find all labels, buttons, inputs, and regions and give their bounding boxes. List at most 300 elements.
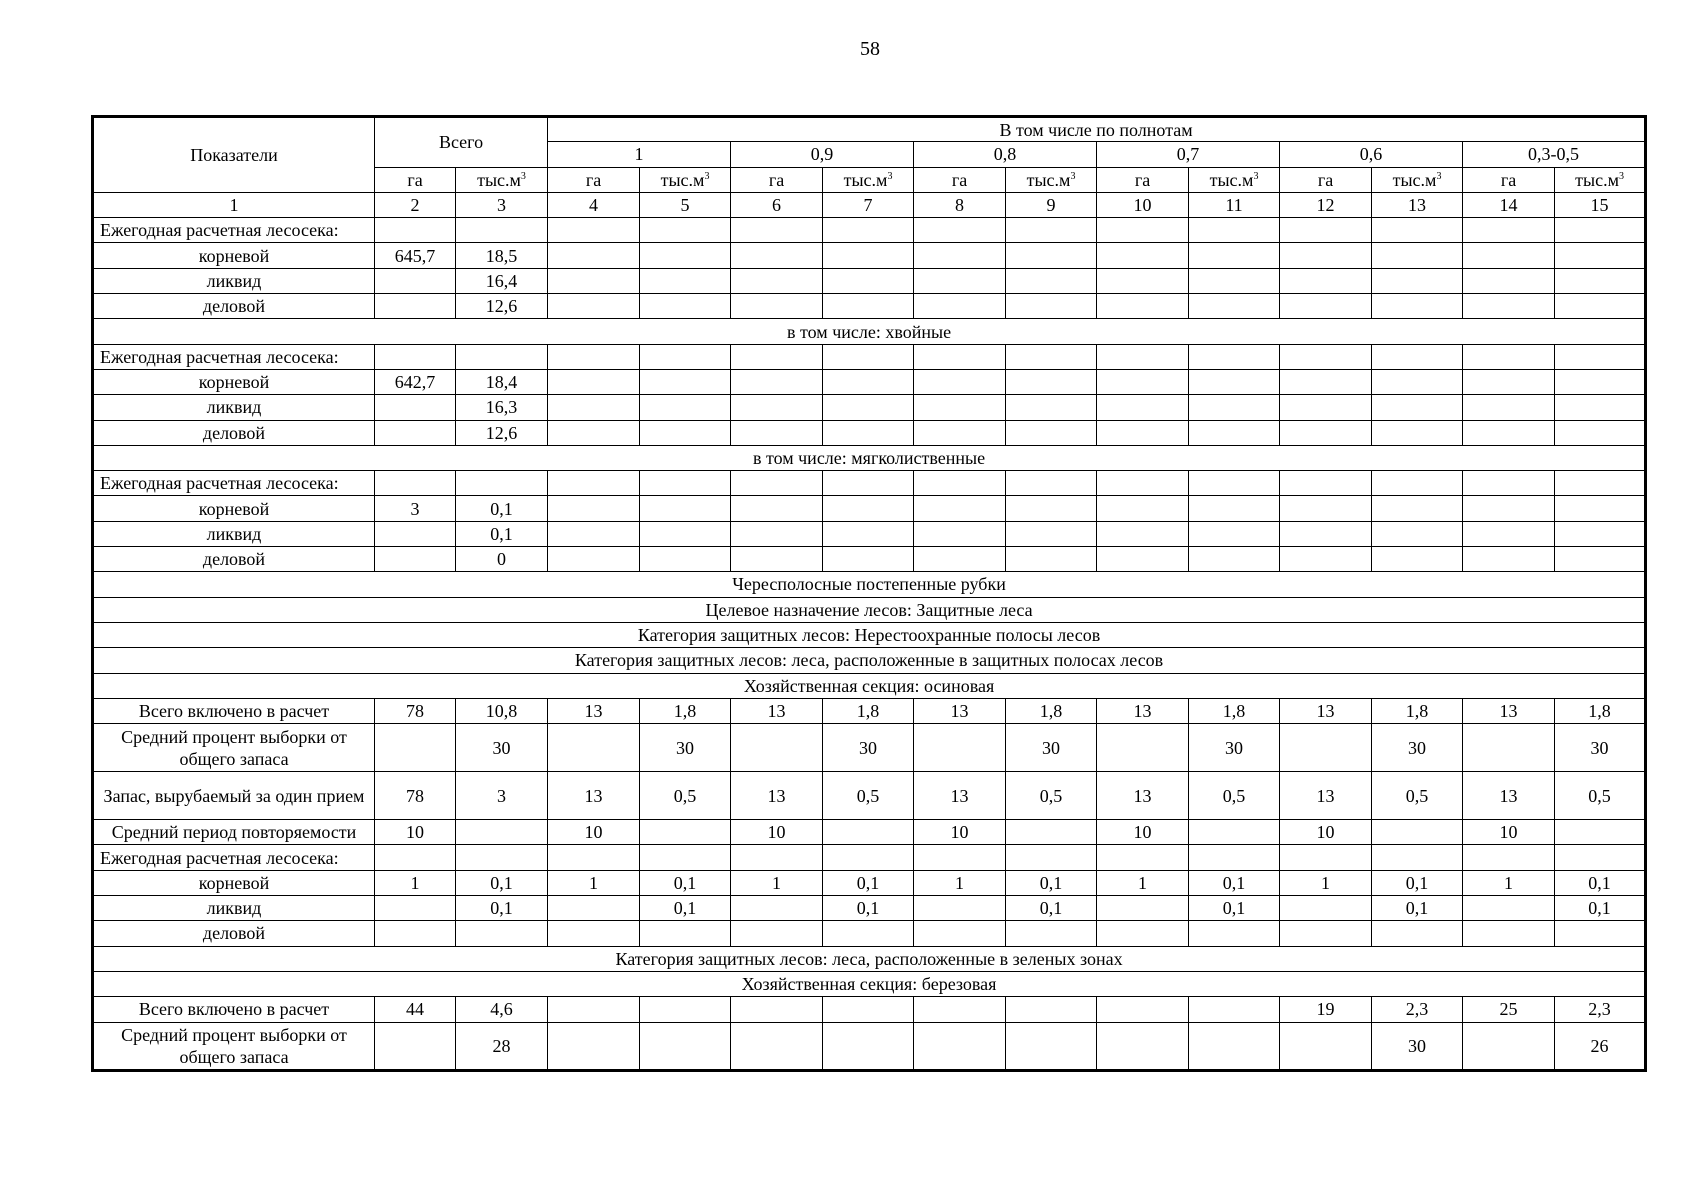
table-cell xyxy=(640,471,731,496)
table-cell xyxy=(1097,1022,1189,1070)
table-cell xyxy=(1006,547,1097,572)
column-number: 7 xyxy=(823,192,914,217)
table-cell xyxy=(1555,820,1646,845)
section-title: Категория защитных лесов: леса, расположенные в зеленых зонах xyxy=(93,946,1646,971)
table-cell: 0,1 xyxy=(1006,870,1097,895)
table-row xyxy=(93,870,1646,895)
table-cell: 1,8 xyxy=(823,698,914,723)
section-row xyxy=(93,572,1646,597)
table-cell xyxy=(1555,471,1646,496)
table-cell xyxy=(1555,921,1646,946)
row-label: Запас, вырубаемый за один прием xyxy=(93,772,375,820)
unit-superscript: 3 xyxy=(1618,170,1624,182)
table-cell xyxy=(1280,521,1372,546)
table-cell xyxy=(1372,218,1463,243)
table-cell xyxy=(456,845,548,870)
header-unit-volume: $тыс.м^3$ xyxy=(1189,167,1280,192)
table-cell xyxy=(1280,268,1372,293)
table-cell xyxy=(1372,547,1463,572)
table-cell xyxy=(1280,921,1372,946)
table-cell: 13 xyxy=(1097,698,1189,723)
table-row xyxy=(93,294,1646,319)
table-row xyxy=(93,268,1646,293)
table-cell xyxy=(1280,369,1372,394)
table-cell xyxy=(1372,820,1463,845)
table-cell xyxy=(548,268,640,293)
column-number: 5 xyxy=(640,192,731,217)
table-cell: 13 xyxy=(1463,772,1555,820)
table-cell: 18,4 xyxy=(456,369,548,394)
section-row xyxy=(93,946,1646,971)
row-label: Средний период повторяемости xyxy=(93,820,375,845)
section-title: Хозяйственная секция: березовая xyxy=(93,971,1646,996)
table-cell xyxy=(823,268,914,293)
table-cell xyxy=(1463,845,1555,870)
column-number: 13 xyxy=(1372,192,1463,217)
table-cell xyxy=(1006,243,1097,268)
table-cell xyxy=(1280,243,1372,268)
table-cell xyxy=(823,369,914,394)
table-cell xyxy=(1189,820,1280,845)
table-cell xyxy=(1280,294,1372,319)
table-cell xyxy=(1006,395,1097,420)
table-cell xyxy=(1189,218,1280,243)
table-cell xyxy=(640,420,731,445)
table-cell xyxy=(1006,521,1097,546)
table-cell: 16,3 xyxy=(456,395,548,420)
header-unit-volume: $тыс.м^3$ xyxy=(640,167,731,192)
table-cell xyxy=(375,471,456,496)
table-cell: 1 xyxy=(375,870,456,895)
unit-superscript: 3 xyxy=(887,170,893,182)
table-cell xyxy=(1006,268,1097,293)
table-cell: 10 xyxy=(1097,820,1189,845)
table-cell xyxy=(1097,218,1189,243)
table-cell xyxy=(1555,521,1646,546)
header-density: 0,9 xyxy=(731,142,914,167)
table-cell xyxy=(548,471,640,496)
table-cell: 645,7 xyxy=(375,243,456,268)
table-cell xyxy=(1280,420,1372,445)
table-cell xyxy=(456,921,548,946)
table-cell: 13 xyxy=(914,698,1006,723)
table-cell xyxy=(1555,395,1646,420)
table-cell xyxy=(1463,521,1555,546)
row-label: Ежегодная расчетная лесосека: xyxy=(93,344,375,369)
section-row xyxy=(93,622,1646,647)
table-cell: 1 xyxy=(1463,870,1555,895)
table-cell xyxy=(823,395,914,420)
table-cell xyxy=(1463,471,1555,496)
table-cell xyxy=(375,294,456,319)
table-cell xyxy=(1189,268,1280,293)
header-unit-ha: га xyxy=(375,167,456,192)
column-number: 2 xyxy=(375,192,456,217)
table-cell: 0,5 xyxy=(823,772,914,820)
column-number: 14 xyxy=(1463,192,1555,217)
table-cell xyxy=(823,420,914,445)
unit-superscript: 3 xyxy=(1070,170,1076,182)
table-cell: 0,1 xyxy=(456,496,548,521)
table-cell xyxy=(1189,1022,1280,1070)
table-cell xyxy=(548,521,640,546)
table-cell xyxy=(456,344,548,369)
table-cell xyxy=(914,997,1006,1022)
table-cell xyxy=(914,1022,1006,1070)
table-cell xyxy=(914,369,1006,394)
table-cell xyxy=(375,1022,456,1070)
column-number: 9 xyxy=(1006,192,1097,217)
table-cell xyxy=(1097,294,1189,319)
table-cell xyxy=(1463,1022,1555,1070)
table-cell: 30 xyxy=(1372,724,1463,772)
table-cell xyxy=(1006,1022,1097,1070)
table-cell xyxy=(375,521,456,546)
table-cell xyxy=(640,521,731,546)
table-cell xyxy=(1463,896,1555,921)
table-cell: 19 xyxy=(1280,997,1372,1022)
row-label: ликвид xyxy=(93,521,375,546)
table-cell: 10 xyxy=(731,820,823,845)
row-label: деловой xyxy=(93,294,375,319)
table-cell xyxy=(914,395,1006,420)
table-cell xyxy=(1463,243,1555,268)
table-cell: 1 xyxy=(1280,870,1372,895)
table-row xyxy=(93,395,1646,420)
table-row xyxy=(93,420,1646,445)
table-cell xyxy=(1006,471,1097,496)
table-cell xyxy=(1463,395,1555,420)
table-cell: 1,8 xyxy=(1372,698,1463,723)
section-title: Целевое назначение лесов: Защитные леса xyxy=(93,597,1646,622)
table-cell xyxy=(731,1022,823,1070)
table-cell: 78 xyxy=(375,772,456,820)
table-cell xyxy=(548,921,640,946)
table-cell: 0,5 xyxy=(1372,772,1463,820)
table-row xyxy=(93,521,1646,546)
table-cell xyxy=(1555,243,1646,268)
row-label: Ежегодная расчетная лесосека: xyxy=(93,845,375,870)
table-cell xyxy=(1097,547,1189,572)
table-cell: 13 xyxy=(1280,772,1372,820)
table-cell xyxy=(1189,997,1280,1022)
table-cell xyxy=(731,268,823,293)
column-number: 4 xyxy=(548,192,640,217)
table-cell xyxy=(1097,496,1189,521)
row-label: Средний процент выборки от общего запаса xyxy=(93,1022,375,1070)
section-row xyxy=(93,673,1646,698)
table-cell: 0,5 xyxy=(640,772,731,820)
table-row xyxy=(93,243,1646,268)
table-cell xyxy=(640,369,731,394)
table-cell: 0,1 xyxy=(1372,896,1463,921)
table-row xyxy=(93,547,1646,572)
row-label: Ежегодная расчетная лесосека: xyxy=(93,471,375,496)
table-cell xyxy=(823,496,914,521)
header-unit-volume: $тыс.м^3$ xyxy=(1006,167,1097,192)
table-cell xyxy=(1555,218,1646,243)
table-cell: 3 xyxy=(456,772,548,820)
table-cell: 2,3 xyxy=(1555,997,1646,1022)
table-cell xyxy=(914,521,1006,546)
row-label: ликвид xyxy=(93,896,375,921)
table-cell xyxy=(548,369,640,394)
column-number: 10 xyxy=(1097,192,1189,217)
column-number: 3 xyxy=(456,192,548,217)
table-cell xyxy=(375,547,456,572)
table-cell xyxy=(914,471,1006,496)
header-unit-ha: га xyxy=(1463,167,1555,192)
table-cell xyxy=(548,845,640,870)
table-cell: 13 xyxy=(914,772,1006,820)
table-cell: 10 xyxy=(375,820,456,845)
table-cell: 10,8 xyxy=(456,698,548,723)
section-row xyxy=(93,971,1646,996)
table-cell xyxy=(1006,344,1097,369)
table-cell: 13 xyxy=(1463,698,1555,723)
table-cell xyxy=(456,820,548,845)
unit-superscript: 3 xyxy=(520,170,526,182)
table-cell xyxy=(456,218,548,243)
table-cell: 13 xyxy=(548,772,640,820)
table-cell xyxy=(640,344,731,369)
row-label: корневой xyxy=(93,369,375,394)
table-row xyxy=(93,896,1646,921)
table-cell: 30 xyxy=(1189,724,1280,772)
table-cell: 1 xyxy=(548,870,640,895)
table-cell xyxy=(1097,896,1189,921)
table-cell xyxy=(640,294,731,319)
table-row xyxy=(93,820,1646,845)
allowable-cut-table xyxy=(91,115,1647,1072)
table-cell xyxy=(1097,395,1189,420)
table-row xyxy=(93,772,1646,820)
table-cell xyxy=(1006,845,1097,870)
table-cell xyxy=(1463,547,1555,572)
section-title: в том числе: хвойные xyxy=(93,319,1646,344)
table-cell xyxy=(1372,496,1463,521)
table-cell xyxy=(731,243,823,268)
row-label: Всего включено в расчет xyxy=(93,997,375,1022)
table-cell: 0,1 xyxy=(823,896,914,921)
table-cell xyxy=(1280,1022,1372,1070)
table-cell: 0,1 xyxy=(1189,870,1280,895)
table-cell xyxy=(823,218,914,243)
table-cell: 44 xyxy=(375,997,456,1022)
table-cell xyxy=(1555,845,1646,870)
table-cell xyxy=(375,395,456,420)
table-cell xyxy=(548,395,640,420)
table-cell xyxy=(1463,724,1555,772)
page-number: 58 xyxy=(860,38,880,60)
section-title: Чересполосные постепенные рубки xyxy=(93,572,1646,597)
table-cell xyxy=(640,997,731,1022)
table-cell xyxy=(640,547,731,572)
table-cell xyxy=(1463,344,1555,369)
table-cell: 30 xyxy=(1006,724,1097,772)
table-cell xyxy=(375,921,456,946)
row-label: Всего включено в расчет xyxy=(93,698,375,723)
table-cell xyxy=(731,471,823,496)
table-cell: 0,1 xyxy=(1189,896,1280,921)
table-cell: 25 xyxy=(1463,997,1555,1022)
row-label: корневой xyxy=(93,243,375,268)
table-cell xyxy=(823,820,914,845)
table-cell xyxy=(1555,268,1646,293)
table-cell xyxy=(1463,921,1555,946)
row-label: ликвид xyxy=(93,395,375,420)
table-cell xyxy=(1189,294,1280,319)
table-cell xyxy=(1463,496,1555,521)
table-cell xyxy=(1463,420,1555,445)
table-cell: 0,1 xyxy=(1006,896,1097,921)
header-density: 0,6 xyxy=(1280,142,1463,167)
table-row xyxy=(93,997,1646,1022)
table-cell xyxy=(548,547,640,572)
table-cell xyxy=(548,294,640,319)
table-cell xyxy=(640,243,731,268)
table-cell: 0,1 xyxy=(640,896,731,921)
table-cell xyxy=(914,845,1006,870)
header-density: 0,3-0,5 xyxy=(1463,142,1646,167)
row-label: деловой xyxy=(93,547,375,572)
table-cell: 0,1 xyxy=(1372,870,1463,895)
table-cell xyxy=(914,496,1006,521)
table-cell xyxy=(375,344,456,369)
table-cell xyxy=(375,896,456,921)
table-row xyxy=(93,921,1646,946)
table-cell xyxy=(1097,344,1189,369)
table-cell xyxy=(731,369,823,394)
table-cell xyxy=(731,521,823,546)
table-cell xyxy=(823,921,914,946)
table-cell xyxy=(1189,369,1280,394)
table-cell: 0,5 xyxy=(1555,772,1646,820)
table-cell xyxy=(1006,921,1097,946)
table-cell xyxy=(731,218,823,243)
table-cell xyxy=(1280,547,1372,572)
table-cell xyxy=(823,344,914,369)
table-cell xyxy=(1280,471,1372,496)
table-cell xyxy=(914,420,1006,445)
table-cell: 1,8 xyxy=(1189,698,1280,723)
header-unit-volume: $тыс.м^3$ xyxy=(823,167,914,192)
header-unit-ha: га xyxy=(1280,167,1372,192)
section-row xyxy=(93,648,1646,673)
table-cell xyxy=(1097,521,1189,546)
table-cell xyxy=(548,420,640,445)
table-row xyxy=(93,698,1646,723)
table-cell xyxy=(1006,420,1097,445)
table-cell: 4,6 xyxy=(456,997,548,1022)
header-unit-ha: га xyxy=(548,167,640,192)
table-cell xyxy=(1555,344,1646,369)
table-cell xyxy=(1555,547,1646,572)
table-row xyxy=(93,724,1646,772)
row-label: корневой xyxy=(93,870,375,895)
header-indicators: Показатели xyxy=(93,117,375,193)
table-cell xyxy=(640,1022,731,1070)
header-density: 0,8 xyxy=(914,142,1097,167)
table-cell xyxy=(640,496,731,521)
table-cell: 13 xyxy=(1280,698,1372,723)
table-cell: 10 xyxy=(548,820,640,845)
table-cell xyxy=(1097,369,1189,394)
header-unit-ha: га xyxy=(914,167,1006,192)
table-cell xyxy=(1189,547,1280,572)
table-cell xyxy=(375,420,456,445)
table-cell xyxy=(1097,420,1189,445)
table-cell xyxy=(1097,997,1189,1022)
table-cell xyxy=(914,268,1006,293)
header-density: 0,7 xyxy=(1097,142,1280,167)
table-cell xyxy=(1189,471,1280,496)
table-cell xyxy=(1189,420,1280,445)
column-number: 12 xyxy=(1280,192,1372,217)
table-cell xyxy=(823,1022,914,1070)
table-cell: 30 xyxy=(640,724,731,772)
table-cell xyxy=(548,243,640,268)
table-cell xyxy=(1189,521,1280,546)
table-cell xyxy=(1372,471,1463,496)
table-cell xyxy=(1372,344,1463,369)
unit-superscript: 3 xyxy=(1436,170,1442,182)
header-including-by-density: В том числе по полнотам xyxy=(548,117,1646,142)
table-cell xyxy=(548,344,640,369)
table-cell: 0,1 xyxy=(456,870,548,895)
table-cell xyxy=(731,344,823,369)
table-cell: 1 xyxy=(1097,870,1189,895)
table-cell xyxy=(823,547,914,572)
section-row xyxy=(93,319,1646,344)
table-cell xyxy=(375,218,456,243)
table-cell xyxy=(914,344,1006,369)
table-cell xyxy=(1280,724,1372,772)
table-cell xyxy=(914,243,1006,268)
table-cell: 12,6 xyxy=(456,294,548,319)
table-cell: 30 xyxy=(1555,724,1646,772)
row-label: ликвид xyxy=(93,268,375,293)
table-cell xyxy=(1463,369,1555,394)
table-cell xyxy=(640,845,731,870)
table-cell: 1,8 xyxy=(1006,698,1097,723)
table-cell xyxy=(548,724,640,772)
table-cell xyxy=(731,724,823,772)
table-cell xyxy=(731,294,823,319)
table-cell xyxy=(1372,243,1463,268)
table-cell xyxy=(1189,395,1280,420)
header-density: 1 xyxy=(548,142,731,167)
table-cell xyxy=(375,268,456,293)
table-cell xyxy=(1097,243,1189,268)
table-cell xyxy=(548,997,640,1022)
table-cell xyxy=(548,896,640,921)
table-cell xyxy=(731,896,823,921)
table-cell: 0,1 xyxy=(456,896,548,921)
table-cell: 12,6 xyxy=(456,420,548,445)
table-cell xyxy=(1463,268,1555,293)
table-cell xyxy=(914,294,1006,319)
table-cell xyxy=(375,845,456,870)
table-cell: 13 xyxy=(1097,772,1189,820)
table-cell: 13 xyxy=(731,772,823,820)
header-unit-volume: $тыс.м^3$ xyxy=(1372,167,1463,192)
header-unit-volume: $тыс.м^3$ xyxy=(1555,167,1646,192)
table-cell xyxy=(1006,496,1097,521)
column-number: 8 xyxy=(914,192,1006,217)
table-cell: 10 xyxy=(1280,820,1372,845)
table-cell xyxy=(1280,218,1372,243)
